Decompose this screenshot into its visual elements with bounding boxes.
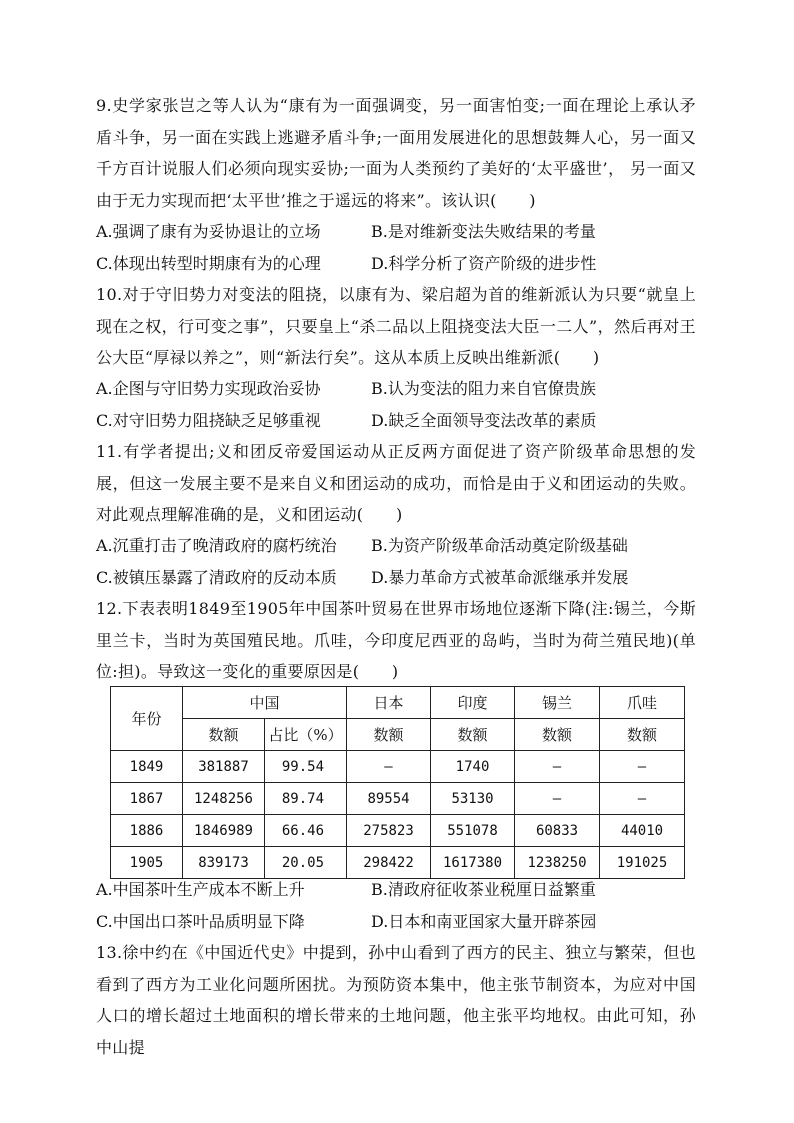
question-13-stem: 13.徐中约在《中国近代史》中提到，孙中山看到了西方的民主、独立与繁荣，但也看到了西方为工业化问题所困扰。为预防资本集中，他主张节制资本，为应对中国人口的增长超过土地面积的增长带来的土地问题，他主张平均地权。由此可知，孙中山提 [96, 943, 696, 1057]
cell-year: 1886 [111, 815, 183, 847]
cell-ceylon: 60833 [515, 815, 600, 847]
question-10-options [96, 373, 696, 436]
year-header: 年份 [111, 687, 183, 751]
cell-china: 1846989 [183, 815, 265, 847]
option-a: A.沉重打击了晚清政府的腐朽统治 [96, 536, 337, 555]
option-b: B.清政府征收茶业税厘日益繁重 [371, 880, 596, 899]
cell-japan: — [347, 751, 431, 783]
cell-india: 551078 [431, 815, 515, 847]
table-row [111, 783, 685, 815]
option-c: C.对守旧势力阻挠缺乏足够重视 [96, 410, 321, 430]
cell-china: 839173 [183, 847, 265, 879]
cell-ceylon: — [515, 783, 600, 815]
table-row [111, 815, 685, 847]
cell-india: 1617380 [431, 847, 515, 879]
question-9-options [96, 216, 696, 279]
question-12-options [96, 874, 696, 937]
subheader-share: 占比（%） [265, 719, 347, 751]
cell-ceylon: 1238250 [515, 847, 600, 879]
option-b: B.认为变法的阻力来自官僚贵族 [371, 379, 596, 398]
header-japan: 日本 [347, 687, 431, 719]
option-c: C.被镇压暴露了清政府的反动本质 [96, 567, 337, 587]
cell-share: 89.74 [265, 783, 347, 815]
option-b: B.是对维新变法失败结果的考量 [371, 222, 596, 241]
cell-japan: 275823 [347, 815, 431, 847]
cell-year: 1905 [111, 847, 183, 879]
question-9-stem: 9.史学家张岂之等人认为“康有为一面强调变，另一面害怕变;一面在理论上承认矛盾斗争，另一面在实践上逃避矛盾斗争;一面用发展进化的思想鼓舞人心，另一面又千方百计说服人们必须向现实妥协;一面为人类预约了美好的‘太平盛世’， 另一面又由于无力实现而把‘太平世’推之于遥远的将来”。该认识( ) [96, 96, 696, 210]
subheader-amount: 数额 [347, 719, 431, 751]
table-header-row [111, 687, 685, 719]
cell-share: 99.54 [265, 751, 347, 783]
cell-japan: 298422 [347, 847, 431, 879]
cell-share: 66.46 [265, 815, 347, 847]
cell-china: 381887 [183, 751, 265, 783]
table-row [111, 751, 685, 783]
option-c: C.体现出转型时期康有为的心理 [96, 253, 321, 273]
question-10-stem: 10.对于守旧势力对变法的阻挠，以康有为、梁启超为首的维新派认为只要“就皇上现在之权，行可变之事”，只要皇上“杀二品以上阻挠变法大臣一二人”，然后再对王公大臣“厚禄以养之”，则“新法行矣”。这从本质上反映出维新派( ) [96, 285, 696, 367]
cell-share: 20.05 [265, 847, 347, 879]
question-11-stem: 11.有学者提出;义和团反帝爱国运动从正反两方面促进了资产阶级革命思想的发展，但这一发展主要不是来自义和团运动的成功，而恰是由于义和团运动的失败。对此观点理解准确的是，义和团运动( ) [96, 442, 696, 524]
table-subheader-row [111, 719, 685, 751]
cell-java: — [600, 783, 685, 815]
option-b: B.为资产阶级革命活动奠定阶级基础 [371, 536, 628, 555]
option-a: A.强调了康有为妥协退让的立场 [96, 222, 321, 241]
question-12-stem: 12.下表表明1849至1905年中国茶叶贸易在世界市场地位逐渐下降(注:锡兰，今斯里兰卡，当时为英国殖民地。爪哇，今印度尼西亚的岛屿，当时为荷兰殖民地)(单位:担)。导致这一变化的重要原因是( ) [96, 599, 696, 681]
cell-india: 53130 [431, 783, 515, 815]
cell-ceylon: — [515, 751, 600, 783]
tea-trade-table [110, 686, 685, 879]
subheader-amount: 数额 [183, 719, 265, 751]
header-java: 爪哇 [600, 687, 685, 719]
option-a: A.企图与守旧势力实现政治妥协 [96, 379, 321, 398]
option-d: D.科学分析了资产阶级的进步性 [371, 253, 597, 273]
header-china: 中国 [183, 687, 347, 719]
option-c: C.中国出口茶叶品质明显下降 [96, 911, 305, 931]
option-d: D.暴力革命方式被革命派继承并发展 [371, 567, 629, 587]
header-ceylon: 锡兰 [515, 687, 600, 719]
option-d: D.日本和南亚国家大量开辟茶园 [371, 911, 597, 931]
cell-java: 191025 [600, 847, 685, 879]
subheader-amount: 数额 [600, 719, 685, 751]
cell-india: 1740 [431, 751, 515, 783]
cell-java: 44010 [600, 815, 685, 847]
cell-china: 1248256 [183, 783, 265, 815]
subheader-amount: 数额 [431, 719, 515, 751]
cell-year: 1867 [111, 783, 183, 815]
cell-japan: 89554 [347, 783, 431, 815]
question-11-options [96, 530, 696, 593]
subheader-amount: 数额 [515, 719, 600, 751]
cell-year: 1849 [111, 751, 183, 783]
header-india: 印度 [431, 687, 515, 719]
option-a: A.中国茶叶生产成本不断上升 [96, 880, 305, 899]
cell-java: — [600, 751, 685, 783]
option-d: D.缺乏全面领导变法改革的素质 [371, 410, 597, 430]
